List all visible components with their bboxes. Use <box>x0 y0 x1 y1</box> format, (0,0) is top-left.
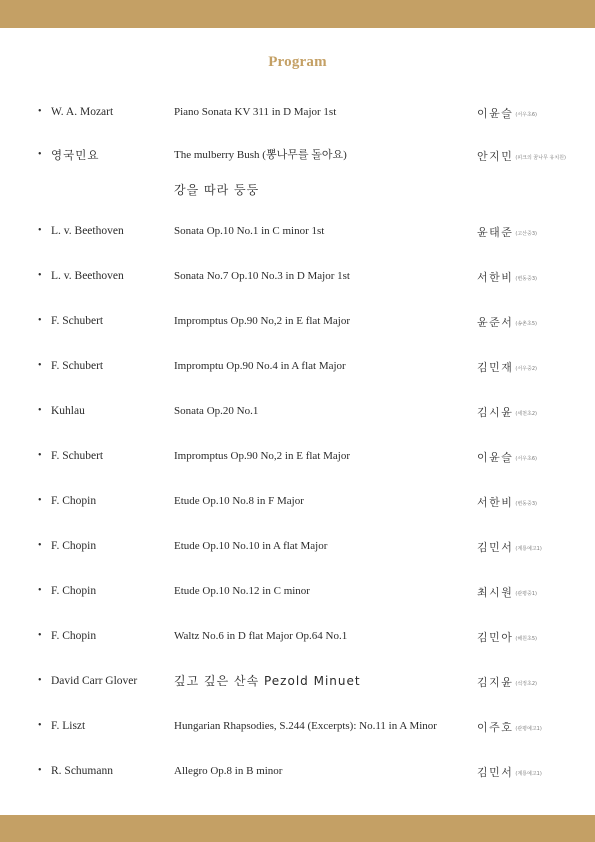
program-item <box>0 491 595 511</box>
piece: Hungarian Rhapsodies, S.244 (Excerpts): No.11 in A Minor <box>174 720 437 732</box>
bullet-icon: • <box>38 495 42 506</box>
performer <box>477 673 537 691</box>
performer-name: 김시윤 <box>477 406 514 419</box>
performer-school: (고산중3) <box>515 231 537 237</box>
composer: R. Schumann <box>51 765 113 777</box>
program-item <box>0 266 595 286</box>
program-item <box>0 221 595 241</box>
piece: Sonata No.7 Op.10 No.3 in D Major 1st <box>174 270 350 282</box>
performer-school: (변동중3) <box>515 276 537 282</box>
bullet-icon: • <box>38 765 42 776</box>
performer-name: 윤태준 <box>477 226 514 239</box>
performer-school: (관평중1) <box>515 591 537 597</box>
performer <box>477 147 566 165</box>
performer <box>477 538 542 556</box>
performer <box>477 763 542 781</box>
piece: The mulberry Bush (뽕나무를 돌아요) <box>174 149 347 161</box>
performer-name: 이윤슬 <box>477 107 514 120</box>
composer: L. v. Beethoven <box>51 270 124 282</box>
bullet-icon: • <box>38 540 42 551</box>
piece: Sonata Op.10 No.1 in C minor 1st <box>174 225 325 237</box>
program-item <box>0 581 595 601</box>
piece: Etude Op.10 No.10 in A flat Major <box>174 540 328 552</box>
performer <box>477 493 537 511</box>
bullet-icon: • <box>38 630 42 641</box>
performer-school: (석정초2) <box>515 681 537 687</box>
piece: Sonata Op.20 No.1 <box>174 405 259 417</box>
piece: Allegro Op.8 in B minor <box>174 765 283 777</box>
performer <box>477 358 537 376</box>
bullet-icon: • <box>38 405 42 416</box>
performer-school: (관평예고1) <box>515 726 542 732</box>
performer-school: (서우초6) <box>515 456 537 462</box>
piece: Impromptus Op.90 No,2 in E flat Major <box>174 450 350 462</box>
performer <box>477 104 537 122</box>
bullet-icon: • <box>38 450 42 461</box>
piece: Piano Sonata KV 311 in D Major 1st <box>174 106 337 118</box>
program-item <box>0 446 595 466</box>
composer: 영국민요 <box>51 148 100 162</box>
composer: Kuhlau <box>51 405 85 417</box>
piece: Impromptus Op.90 No,2 in E flat Major <box>174 315 350 327</box>
bullet-icon: • <box>38 225 42 236</box>
program-item <box>0 102 595 122</box>
composer: F. Liszt <box>51 720 86 732</box>
performer-name: 김지윤 <box>477 676 514 689</box>
performer-school: (송촌초5) <box>515 321 537 327</box>
composer: F. Chopin <box>51 585 97 597</box>
performer <box>477 628 537 646</box>
performer-name: 김민재 <box>477 361 514 374</box>
composer: F. Chopin <box>51 540 97 552</box>
performer <box>477 448 537 466</box>
piece: Waltz No.6 in D flat Major Op.64 No.1 <box>174 630 348 642</box>
performer-name: 이윤슬 <box>477 451 514 464</box>
program-item <box>0 311 595 331</box>
performer-name: 이주호 <box>477 721 514 734</box>
program-item <box>0 145 595 197</box>
program-item <box>0 671 595 691</box>
composer: David Carr Glover <box>51 675 138 687</box>
performer-school: (피크의 꿈나무 유치원) <box>515 155 566 161</box>
performer-school: (서우초6) <box>515 112 537 118</box>
bullet-icon: • <box>38 106 42 117</box>
piece: 깊고 깊은 산속 Pezold Minuet <box>174 674 361 688</box>
performer-name: 안지민 <box>477 150 514 163</box>
piece: Etude Op.10 No.12 in C minor <box>174 585 310 597</box>
performer-name: 김민서 <box>477 766 514 779</box>
piece: Etude Op.10 No.8 in F Major <box>174 495 304 507</box>
performer <box>477 718 542 736</box>
program-item <box>0 536 595 556</box>
performer <box>477 223 537 241</box>
program-item <box>0 716 595 736</box>
program-item <box>0 761 595 781</box>
bullet-icon: • <box>38 585 42 596</box>
piece: Impromptu Op.90 No.4 in A flat Major <box>174 360 346 372</box>
bullet-icon: • <box>38 675 42 686</box>
performer-school: (계룡예고1) <box>515 546 542 552</box>
composer: F. Chopin <box>51 630 97 642</box>
top-banner <box>0 0 595 28</box>
performer <box>477 313 537 331</box>
performer-name: 윤준서 <box>477 316 514 329</box>
performer <box>477 583 537 601</box>
performer-name: 김민아 <box>477 631 514 644</box>
composer: F. Schubert <box>51 315 104 327</box>
performer-name: 김민서 <box>477 541 514 554</box>
bullet-icon: • <box>38 720 42 731</box>
composer: F. Schubert <box>51 450 104 462</box>
performer-name: 최시원 <box>477 586 514 599</box>
piece-second-line: 강을 따라 둥둥 <box>174 183 260 197</box>
program-item <box>0 401 595 421</box>
program-item <box>0 356 595 376</box>
performer-school: (세천초2) <box>515 411 537 417</box>
bullet-icon: • <box>38 360 42 371</box>
bullet-icon: • <box>38 149 42 160</box>
performer-school: (서우중2) <box>515 366 537 372</box>
page-title: Program <box>268 54 327 70</box>
performer-name: 서한비 <box>477 271 514 284</box>
performer-name: 서한비 <box>477 496 514 509</box>
performer-school: (계룡예고1) <box>515 771 542 777</box>
composer: F. Chopin <box>51 495 97 507</box>
performer-school: (변동중3) <box>515 501 537 507</box>
performer-school: (해원초5) <box>515 636 537 642</box>
performer <box>477 403 537 421</box>
composer: W. A. Mozart <box>51 106 114 118</box>
performer <box>477 268 537 286</box>
bullet-icon: • <box>38 270 42 281</box>
composer: F. Schubert <box>51 360 104 372</box>
bullet-icon: • <box>38 315 42 326</box>
program-item <box>0 626 595 646</box>
bottom-banner <box>0 815 595 842</box>
composer: L. v. Beethoven <box>51 225 124 237</box>
